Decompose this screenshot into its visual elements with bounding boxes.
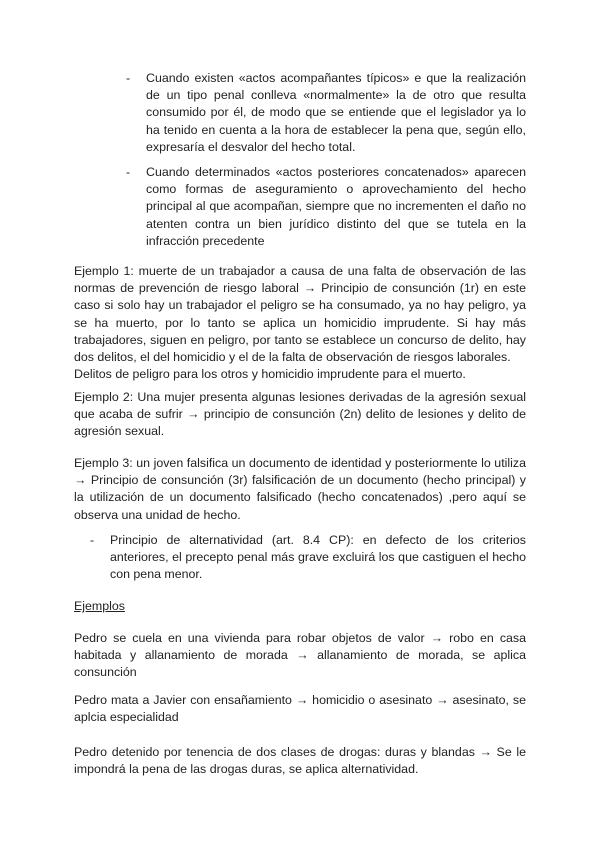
bullet-text: Cuando determinados «actos posteriores concatenados» aparecen como formas de aseguramiento o aprovechamiento del hecho principal al que acompañan, siempre que no incrementen el daño no atenten contra un bien jurídico distinto del que se tutela en la infracción precedente [146,165,526,248]
ejemplo-robo-paragraph [74,630,526,682]
ejemplo-2-paragraph [74,389,526,441]
bullet-item-actos-acompanantes [126,70,526,156]
ejemplo-1-extra: Delitos de peligro para los otros y homicidio imprudente para el muerto. [74,367,466,382]
ejemplo-drogas-text: Pedro detenido por tenencia de dos clases de drogas: duras y blandas → Se le impondrá la pena de las drogas duras, se aplica alternatividad. [74,745,526,777]
bullet-dash: - [126,165,131,179]
bullet-dash: - [126,71,131,85]
ejemplos-heading: Ejemplos [74,599,125,613]
ejemplo-drogas-paragraph [74,744,526,778]
bullet-text: Cuando existen «actos acompañantes típicos» e que la realización de un tipo penal conlleva «normalmente» la de otro que resulta consumido por él, de modo que se entiende que el legislador ya lo ha tenido en cuenta a la hora de establecer la pena que, según ello, expresaría el desvalor del hecho total. [146,71,526,154]
ejemplo-3-paragraph [74,455,526,524]
bullet-text: Principio de alternatividad (art. 8.4 CP): en defecto de los criterios anteriores, el precepto penal más grave excluirá los que castiguen el hecho con pena menor. [110,533,526,582]
ejemplo-3-text: Ejemplo 3: un joven falsifica un documento de identidad y posteriormente lo utiliza → Principio de consunción (3r) falsificación de un documento (hecho principal) y la utilización de un documento falsificado (hecho concatenados) ,pero aquí se observa una unidad de hecho. [74,456,526,522]
ejemplo-1-paragraph [74,263,526,383]
ejemplo-1-text: Ejemplo 1: muerte de un trabajador a causa de una falta de observación de las normas de prevención de riesgo laboral → Principio de consunción (1r) en este caso si solo hay un trabajador el peligro se ha consumado, ya no hay peligro, ya se ha muerto, por lo tanto se aplica un homicidio imprudente. Si hay más trabajadores, siguen en peligro, por tanto se establece un concurso de delito, hay dos delitos, el del homicidio y el de la falta de observación de riesgos laborales. [74,264,526,365]
ejemplo-2-text: Ejemplo 2: Una mujer presenta algunas lesiones derivadas de la agresión sexual que acaba de sufrir → principio de consunción (2n) delito de lesiones y delito de agresión sexual. [74,390,526,439]
ejemplo-homicidio-paragraph [74,692,526,726]
ejemplo-homicidio-text: Pedro mata a Javier con ensañamiento → homicidio o asesinato → asesinato, se aplcia especialidad [74,693,526,725]
bullet-item-actos-posteriores [126,164,526,250]
bullet-item-alternatividad [90,532,526,584]
bullet-dash: - [90,533,95,547]
ejemplo-robo-text: Pedro se cuela en una vivienda para robar objetos de valor → robo en casa habitada y allanamiento de morada → allanamiento de morada, se aplica consunción [74,631,526,680]
